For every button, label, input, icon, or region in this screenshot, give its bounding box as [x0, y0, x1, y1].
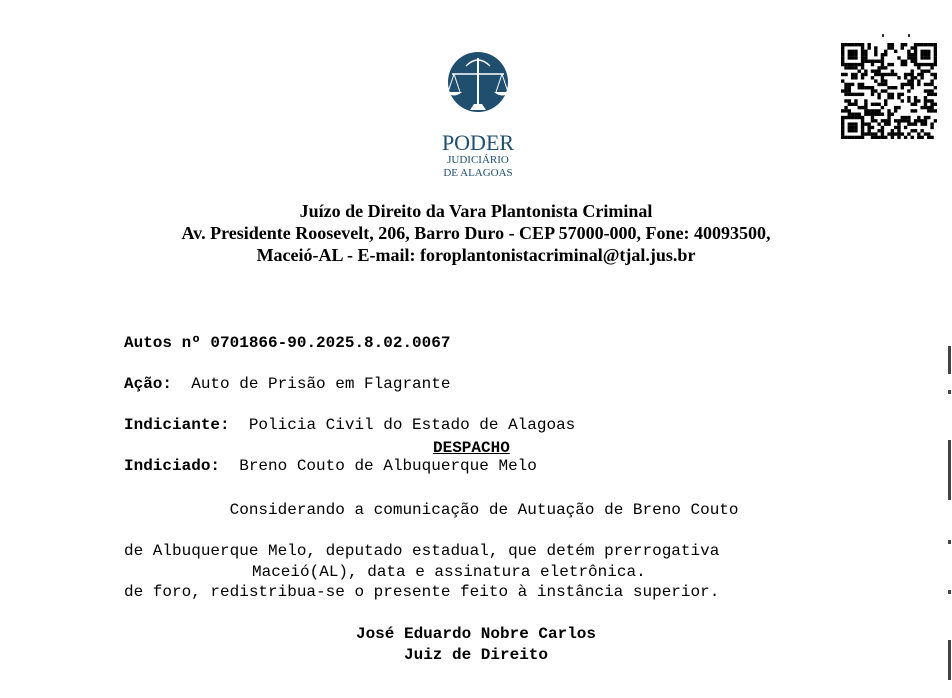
tjal-logo: [436, 52, 520, 180]
indiciado-label: Indiciado:: [124, 456, 221, 475]
acao-row: [124, 374, 575, 395]
court-name: Juízo de Direito da Vara Plantonista Criminal: [299, 201, 653, 221]
logo-line3: DE ALAGOAS: [443, 167, 513, 179]
document-title: DESPACHO: [433, 439, 510, 457]
acao-value: Auto de Prisão em Flagrante: [191, 374, 451, 393]
body-line-3: de foro, redistribua-se o presente feito à instância superior.: [124, 582, 720, 601]
body-line-2: de Albuquerque Melo, deputado estadual, que detém prerrogativa: [124, 541, 720, 560]
scan-mark: [880, 26, 920, 44]
indiciado-row: [124, 456, 575, 477]
logo-line2: JUDICIÁRIO: [447, 154, 509, 166]
signatory-name: José Eduardo Nobre Carlos: [355, 625, 597, 643]
qr-code: [841, 43, 937, 139]
body-line-1: Considerando a comunicação de Autuação de Breno Couto: [229, 500, 739, 519]
indiciante-label: Indiciante:: [124, 415, 230, 434]
case-fields: [124, 312, 575, 497]
court-address: Av. Presidente Roosevelt, 206, Barro Duro - CEP 57000-000, Fone: 40093500,: [181, 223, 771, 243]
closing-line: Maceió(AL), data e assinatura eletrônica.: [252, 563, 646, 581]
qr-code-icon: [841, 43, 937, 139]
margin-annotation: [944, 340, 952, 698]
autos-value: 0701866-90.2025.8.02.0067: [210, 333, 451, 352]
autos-row: [124, 333, 575, 354]
signatory-role: Juiz de Direito: [403, 646, 549, 664]
autos-label: Autos nº: [124, 333, 201, 352]
court-contact: Maceió-AL - E-mail: foroplantonistacriminal@tjal.jus.br: [256, 245, 696, 265]
acao-label: Ação:: [124, 374, 173, 393]
logo-line1: PODER: [441, 130, 515, 155]
court-header: [0, 200, 952, 266]
indiciante-value: Policia Civil do Estado de Alagoas: [248, 415, 576, 434]
scales-of-justice-icon: [436, 52, 520, 180]
indiciante-row: [124, 415, 575, 436]
despacho-body: [124, 479, 739, 623]
indiciado-value: Breno Couto de Albuquerque Melo: [239, 456, 537, 475]
